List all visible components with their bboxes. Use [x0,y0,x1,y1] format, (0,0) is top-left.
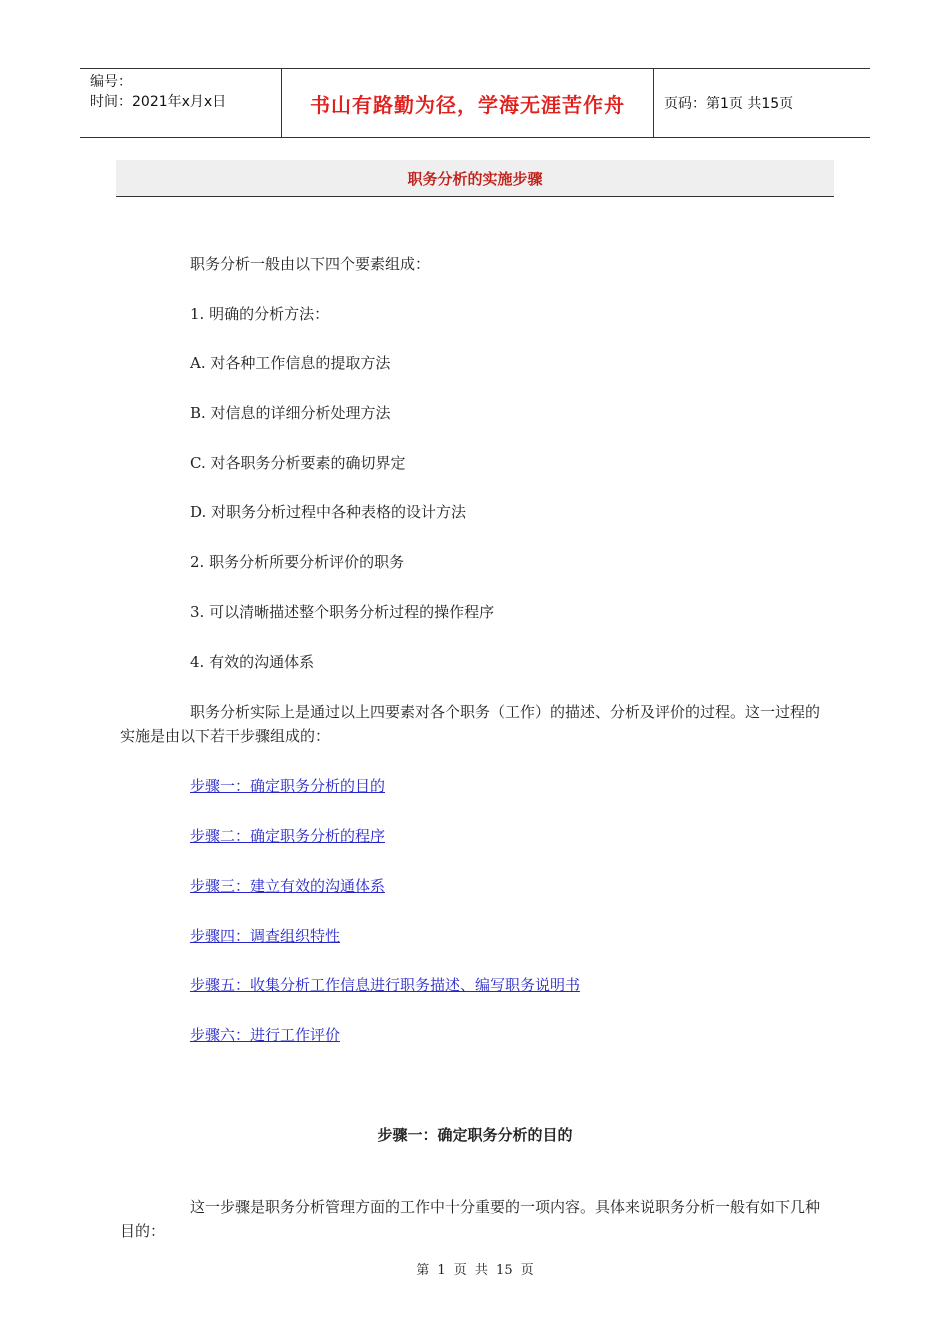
step-link-4[interactable]: 步骤四：调查组织特性 [190,927,341,945]
date-label: 时间：2021年x月x日 [90,94,227,110]
list-item: 3. 可以清晰描述整个职务分析过程的操作程序 [190,603,495,621]
list-item: 2. 职务分析所要分析评价的职务 [190,553,405,571]
serial-label: 编号： [90,74,132,90]
list-item: 4. 有效的沟通体系 [190,653,315,671]
section-paragraph: 这一步骤是职务分析管理方面的工作中十分重要的一项内容。具体来说职务分析一般有如下几种目的： [120,1198,821,1240]
list-item: A. 对各种工作信息的提取方法 [190,354,391,372]
page-footer: 第 1 页 共 15 页 [416,1263,534,1278]
section-title: 步骤一：确定职务分析的目的 [377,1126,573,1144]
step-link-3[interactable]: 步骤三：建立有效的沟通体系 [190,877,386,895]
step-link-5[interactable]: 步骤五：收集分析工作信息进行职务描述、编写职务说明书 [190,976,581,994]
document-title: 职务分析的实施步骤 [116,160,834,197]
step-link-2[interactable]: 步骤二：确定职务分析的程序 [190,827,386,845]
header-motto: 书山有路勤为径，学海无涯苦作舟 [282,69,654,137]
list-item: B. 对信息的详细分析处理方法 [190,404,391,422]
page-header [80,68,870,138]
list-item: D. 对职务分析过程中各种表格的设计方法 [190,503,467,521]
summary-paragraph: 职务分析实际上是通过以上四要素对各个职务（工作）的描述、分析及评价的过程。这一过程的实施是由以下若干步骤组成的： [120,703,821,745]
header-meta [80,69,282,137]
list-item: 1. 明确的分析方法： [190,305,330,323]
intro-text: 职务分析一般由以下四个要素组成： [190,255,431,273]
list-item: C. 对各职务分析要素的确切界定 [190,454,406,472]
step-link-6[interactable]: 步骤六：进行工作评价 [190,1026,341,1044]
header-page-info: 页码：第1页 共15页 [664,96,794,112]
step-link-1[interactable]: 步骤一：确定职务分析的目的 [190,777,386,795]
